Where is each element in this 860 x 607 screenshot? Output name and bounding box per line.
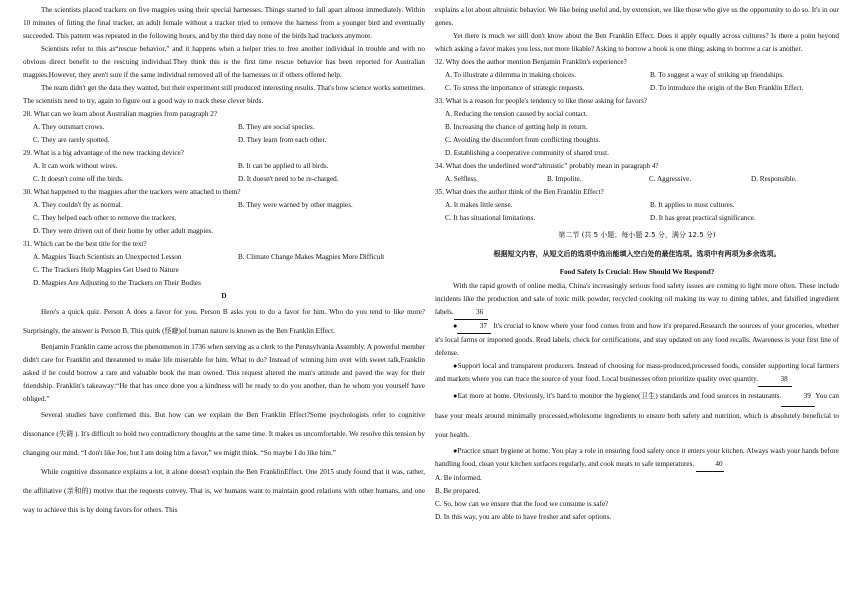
- answer-option-d: D. In this way, you are able to have fresher and safer options.: [435, 513, 612, 521]
- article-p4-text-b: ) standards and food sources in restaurants.: [655, 392, 782, 400]
- blank-38[interactable]: 38: [758, 373, 792, 387]
- d-p3-text-a: Several studies have confirmed this. But how can we explain the Ben Franklin Effect?Some psychologists refer to cognitive dissonance (: [23, 411, 425, 438]
- question-32-options: [435, 69, 839, 95]
- q28-option-b: B. They are social species.: [238, 123, 315, 131]
- q28-option-a: A. They outsmart crows.: [33, 123, 105, 131]
- question-35-options: [435, 199, 839, 225]
- q30-option-d: D. They were driven out of their home by other adult magpies.: [33, 227, 214, 235]
- q33-option-d: D. Establishing a cooperative community of shared trust.: [445, 149, 609, 157]
- question-29-options: [23, 160, 425, 186]
- passage-d-paragraph-1: [23, 303, 425, 341]
- article-title: Food Safety Is Crucial: How Should We Respond?: [559, 268, 715, 276]
- bullet-icon: ●: [453, 322, 458, 330]
- q28-option-c: C. They are rarely spotted.: [33, 136, 110, 144]
- q35-option-a: A. It makes little sense.: [445, 201, 513, 209]
- passage-c-paragraph-2: Scientists refer to this as“rescue behavior,” and it happens when a helper tries to free another individual in trouble and with no obvious direct benefit to the rescuing individual.They think this is the first time rescue behavior has been reported for Australian magpies.However, they aren't sure if the same individual removed all of the harnesses or if others offered help.: [23, 45, 425, 79]
- article-paragraph-3: [435, 360, 839, 387]
- article-p2-text: It's crucial to know where your food comes from and how it's prepared.Research the sources of your groceries, whether it's local farms or imported goods. Read labels, check for certifications, and stay updated on any food recalls. Awareness is your first line of defense.: [435, 322, 839, 357]
- article-paragraph-4: [435, 387, 839, 445]
- d-p3-gloss: 失调: [58, 430, 74, 438]
- article-paragraph-5: [435, 445, 839, 472]
- answer-option-a: A. Be informed.: [435, 474, 482, 482]
- left-column: [23, 4, 425, 520]
- d-p4-text-b: ) motive that the requests convey. That is, we humans want to maintain good relations with other humans, and one way to achieve this is by doing favors for others. This: [23, 487, 426, 514]
- question-32: 32. Why does the author mention Benjamin Franklin's experience?: [435, 58, 627, 66]
- q33-option-a: A. Reducing the tension caused by social contact.: [445, 110, 588, 118]
- q34-option-d: D. Responsible.: [751, 175, 797, 183]
- passage-d-paragraph-5: Yet there is much we still don't know about the Ben Franklin Effect. Does it apply equally across cultures? Is there a point beyond which asking a favor makes you less, not more likable? Asking to borrow a book is one thing; asking to borrow a car is another.: [435, 32, 839, 53]
- q32-option-d: D. To introduce the origin of the Ben Franklin Effect.: [650, 84, 804, 92]
- q33-option-c: C. Avoiding the discomfort from conflicting thoughts.: [445, 136, 601, 144]
- q28-option-d: D. They learn from each other.: [238, 136, 327, 144]
- answer-option-c: C. So, how can we ensure that the food we consume is safe?: [435, 500, 609, 508]
- q29-option-d: D. It doesn't need to be re-charged.: [238, 175, 339, 183]
- q29-option-b: B. It can be applied to all birds.: [238, 162, 329, 170]
- article-p1-text: With the rapid growth of online media, China's increasingly serious food safety issues are coming to light more often. These include incidents like the production and sale of toxic milk powder, recycled cooking oil making its way to dining tables, and falsified ingredient labels.: [435, 282, 839, 316]
- question-31: 31. Which can be the best title for the text?: [23, 240, 147, 248]
- q35-option-d: D. It has great practical significance.: [650, 214, 756, 222]
- question-31-options-ab: [23, 251, 425, 264]
- question-34: 34. What does the underlined word“altruistic” probably mean in paragraph 4?: [435, 162, 659, 170]
- question-35: 35. What does the author think of the Ben Franklin Effect?: [435, 188, 604, 196]
- blank-37[interactable]: 37: [457, 320, 491, 334]
- q34-option-b: B. Impolite.: [547, 175, 582, 183]
- question-34-options: [435, 173, 839, 186]
- q31-option-a: A. Magpies Teach Scientists an Unexpected Lesson: [33, 253, 182, 261]
- q30-option-c: C. They helped each other to remove the trackers.: [33, 214, 177, 222]
- q34-option-a: A. Selfless.: [445, 175, 478, 183]
- article-paragraph-2: [435, 320, 839, 360]
- passage-d-continuation: explains a lot about altruistic behavior. We like being useful and, by extension, we like those who give us the opportunity to do so. It's in our genes.: [435, 6, 839, 27]
- q32-option-b: B. To suggest a way of striking up friendships.: [650, 71, 784, 79]
- question-28-options: [23, 121, 425, 147]
- d-p1-gloss: 怪癖: [164, 327, 179, 335]
- q29-option-a: A. It can work without wires.: [33, 162, 118, 170]
- d-p1-text-b: )of human nature is known as the Ben Franklin Effect.: [178, 327, 335, 335]
- q31-option-b: B. Climate Change Makes Magpies More Difficult: [238, 253, 385, 261]
- q31-option-c: C. The Trackers Help Magpies Get Used to Nature: [33, 266, 179, 274]
- article-p4-text-a: ●Eat more at home. Obviously, it's hard to monitor the hygiene(: [453, 392, 641, 400]
- passage-c-paragraph-1: The scientists placed trackers on five magpies using their special harnesses. Things started to fall apart almost immediately. Within 10 minutes of fitting the final tracker, an adult female without a tracker tried to remove the harness from a younger bird and eventually succeeded. This pattern was repeated in the following hours, and by the third day none of the birds had trackers anymore.: [23, 6, 425, 40]
- passage-d-paragraph-4: [23, 463, 425, 520]
- article-paragraph-1: [435, 280, 839, 320]
- question-30-options-ab: [23, 199, 425, 212]
- d-p4-gloss: 亲和的: [66, 487, 90, 495]
- article-p5-text: ●Practice smart hygiene at home. You play a role in ensuring food safety once it enters your kitchen. Always wash your hands before handling food, clean your kitchen surfaces regularly, and cook meats to safe temperatures.: [435, 447, 839, 468]
- article-p4-text-c: You can base your meals around minimally processed,wholesome ingredients to ensure both safety and nutrition, which is absolutely beneficial to your health.: [435, 392, 840, 439]
- d-p4-text-a: While cognitive dissonance explains a lot, it alone doesn't explain the Ben FranklinEffect. One 2015 study found that it was, rather, the affiliative (: [23, 468, 425, 495]
- question-28: 28. What can we learn about Australian magpies from paragraph 2?: [23, 110, 218, 118]
- q32-option-c: C. To stress the importance of strategic requests.: [445, 84, 585, 92]
- blank-36[interactable]: 36: [454, 306, 488, 320]
- passage-c-paragraph-3: The team didn't get the data they wanted, but their experiment still produced interesting results. That's how science works sometimes. The scientists need to try, again to figure out a good way to track these clever birds.: [23, 84, 425, 105]
- q29-option-c: C. It doesn't come off the birds.: [33, 175, 124, 183]
- question-33: 33. What is a reason for people's tendency to like those asking for favors?: [435, 97, 647, 105]
- right-column: [435, 4, 839, 524]
- q32-option-a: A. To illustrate a dilemma in making choices.: [445, 71, 576, 79]
- blank-39[interactable]: 39: [781, 387, 815, 407]
- section-2-instructions: 根据短文内容，从短文后的选项中选出能填入空白处的最佳选项。选项中有两项为多余选项。: [493, 250, 781, 258]
- blank-40[interactable]: 40: [696, 458, 724, 472]
- question-30: 30. What happened to the magpies after the trackers were attached to them?: [23, 188, 241, 196]
- article-p4-gloss: 卫生: [640, 392, 656, 400]
- q31-option-d: D. Magpies Are Adjusting to the Trackers on Their Bodies: [33, 279, 201, 287]
- q30-option-b: B. They were warned by other magpies.: [238, 201, 353, 209]
- q34-option-c: C. Aggressive.: [649, 175, 692, 183]
- passage-d-paragraph-2: Benjamin Franklin came across the phenomenon in 1736 when serving as a clerk to the Pennsylvania Assembly. A powerful member didn't care for Franklin and threatened to make life miserable for him. What to do? Instead of winning him over with sweet talk,Franklin asked if he could borrow a rare and valuable book the man owned. This request altered the man's attitude and paved the way for their friendship. Franklin's takeaway:“He that has once done you a kindness will be ready to do you another, than he whom you yourself have obliged.”: [23, 343, 425, 403]
- q30-option-a: A. They couldn't fly as normal.: [33, 201, 123, 209]
- passage-d-paragraph-3: [23, 406, 425, 463]
- section-d-heading: D: [221, 292, 227, 300]
- answer-option-b: B. Be prepared.: [435, 487, 481, 495]
- article-p3-text: ●Support local and transparent producers. Instead of choosing for mass-produced,processed foods, consider supporting local farmers and markets where you can trace the source of your food. Local businesses often prioritize quality over quantity.: [435, 362, 839, 383]
- q33-option-b: B. Increasing the chance of getting help in return.: [445, 123, 588, 131]
- q35-option-c: C. It has situational limitations.: [445, 214, 536, 222]
- d-p1-text-a: Here's a quick quiz. Person A does a favor for you. Person B asks you to do a favor for him. Who do you tend to like more? Surprisingly, the answer is Person B. This quirk (: [23, 308, 425, 335]
- d-p3-text-b: ). It's difficult to hold two contradictory thoughts at the same time. It makes us uncomfortable. We resolve this tension by changing our mind. “I don't like Joe, but I am doing him a favor,” we might think. “So maybe I do like him.”: [23, 430, 426, 457]
- question-29: 29. What is a big advantage of the new tracking device?: [23, 149, 184, 157]
- q35-option-b: B. It applies to most cultures.: [650, 201, 735, 209]
- section-2-title: 第二节 (共 5 小题；每小题 2.5 分，满分 12.5 分): [558, 231, 716, 239]
